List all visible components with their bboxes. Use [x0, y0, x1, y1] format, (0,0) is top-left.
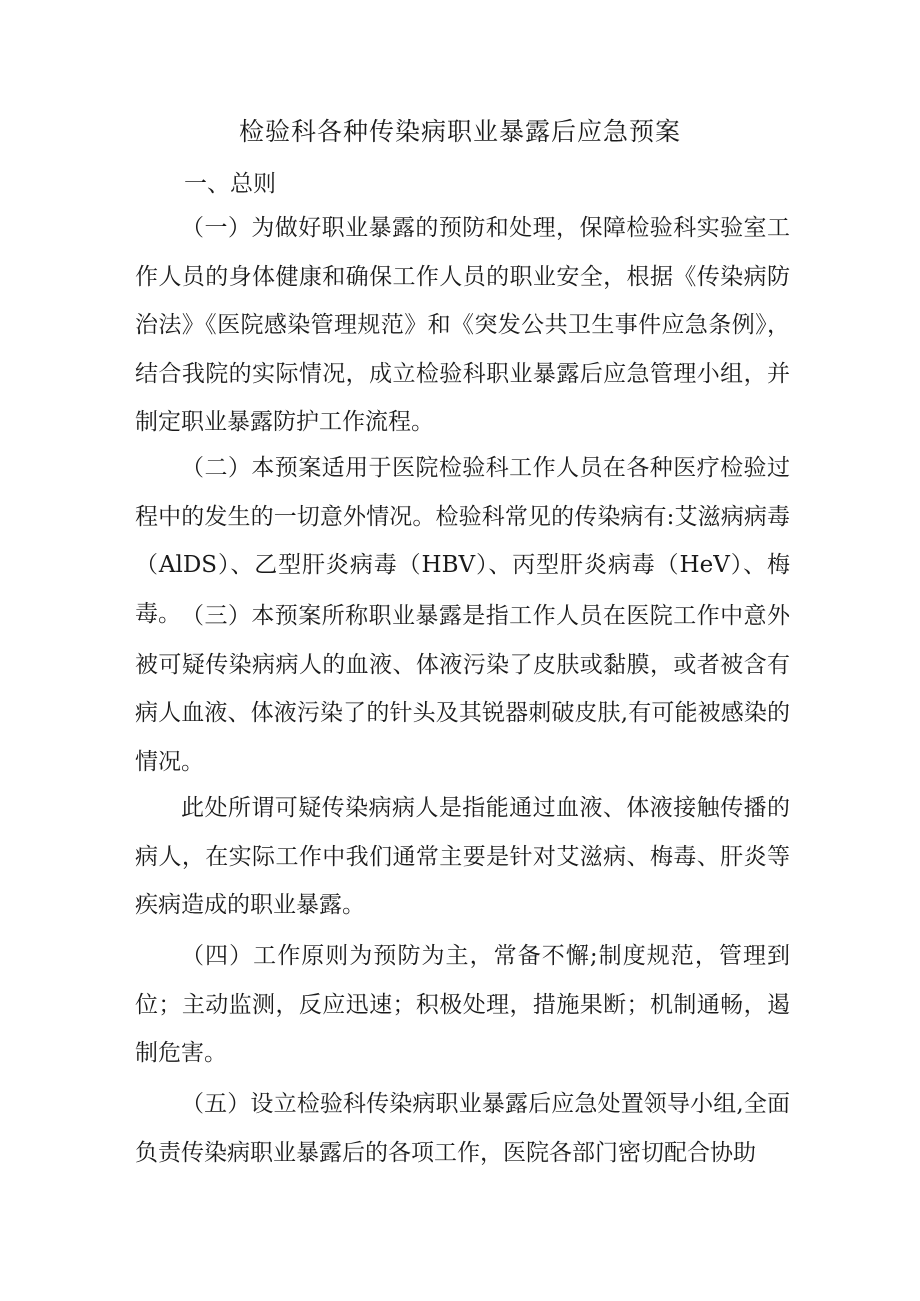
paragraph-2: （二）本预案适用于医院检验科工作人员在各种医疗检验过程中的发生的一切意外情况。检验科常见的传染病有:艾滋病病毒（AlDS）、乙型肝炎病毒（HBV）、丙型肝炎病毒（HeV）、梅毒。 — [135, 455, 790, 627]
document-title: 检验科各种传染病职业暴露后应急预案 — [238, 117, 681, 146]
paragraph-6: （五）设立检验科传染病职业暴露后应急处置领导小组,全面负责传染病职业暴露后的各项工作，医院各部门密切配合协助 — [135, 1091, 790, 1166]
paragraph-1: （一）为做好职业暴露的预防和处理，保障检验科实验室工作人员的身体健康和确保工作人员的职业安全，根据《传染病防治法》《医院感染管理规范》和《突发公共卫生事件应急条例》，结合我院的实际情况，成立检验科职业暴露后应急管理小组，并制定职业暴露防护工作流程。 — [135, 215, 790, 435]
paragraph-5: （四）工作原则为预防为主，常备不懈;制度规范，管理到位；主动监测，反应迅速；积极处理，措施果断；机制通畅，遏制危害。 — [135, 943, 790, 1066]
paragraph-3: （三）本预案所称职业暴露是指工作人员在医院工作中意外被可疑传染病病人的血液、体液污染了皮肤或黏膜，或者被含有病人血液、体液污染了的针头及其锐器刺破皮肤,有可能被感染的情况。 — [135, 603, 790, 775]
section-heading: 一、总则 — [184, 171, 276, 197]
paragraph-4: 此处所谓可疑传染病病人是指能通过血液、体液接触传播的病人，在实际工作中我们通常主要是针对艾滋病、梅毒、肝炎等疾病造成的职业暴露。 — [135, 795, 790, 918]
